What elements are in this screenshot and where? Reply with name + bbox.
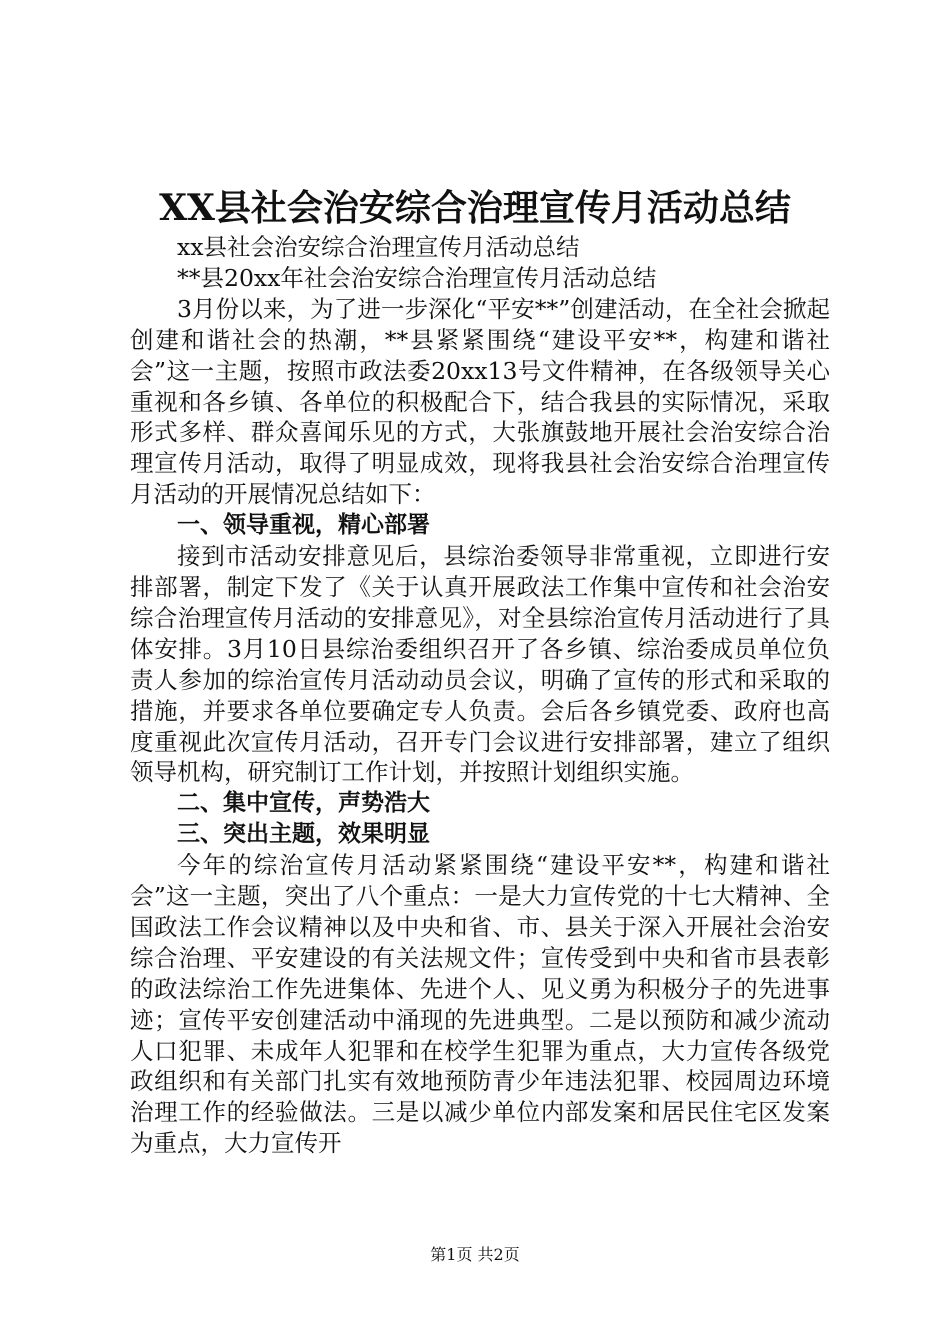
intro-paragraph: 3月份以来，为了进一步深化“平安**”创建活动，在全社会掀起创建和谐社会的热潮，**县紧紧围绕“建设平安**，构建和谐社会”这一主题，按照市政法委20xx13号文件精神，在各级领导关心重视和各乡镇、各单位的积极配合下，结合我县的实际情况，采取形式多样、群众喜闻乐见的方式，大张旗鼓地开展社会治安综合治理宣传月活动，取得了明显成效，现将我县社会治安综合治理宣传月活动的开展情况总结如下： [130, 294, 830, 509]
section-heading: 三、突出主题，效果明显 [177, 821, 430, 848]
document-title: XX县社会治安综合治理宣传月活动总结 [159, 187, 791, 229]
section-heading: 一、领导重视，精心部署 [177, 512, 430, 539]
page-number: 第1页 共2页 [430, 1245, 520, 1264]
subtitle-line: xx县社会治安综合治理宣传月活动总结 [177, 233, 580, 261]
section-paragraph: 接到市活动安排意见后，县综治委领导非常重视，立即进行安排部署，制定下发了《关于认真开展政法工作集中宣传和社会治安综合治理宣传月活动的安排意见》，对全县综治宣传月活动进行了具体安排。3月10日县综治委组织召开了各乡镇、综治委成员单位负责人参加的综治宣传月活动动员会议，明确了宣传的形式和采取的措施，并要求各单位要确定专人负责。会后各乡镇党委、政府也高度重视此次宣传月活动，召开专门会议进行安排部署，建立了组织领导机构，研究制订工作计划，并按照计划组织实施。 [130, 542, 830, 787]
section-heading: 二、集中宣传，声势浩大 [177, 790, 430, 817]
subtitle-line: **县20xx年社会治安综合治理宣传月活动总结 [177, 263, 657, 292]
document-body [130, 232, 830, 1159]
section-paragraph: 今年的综治宣传月活动紧紧围绕“建设平安**，构建和谐社会”这一主题，突出了八个重点：一是大力宣传党的十七大精神、全国政法工作会议精神以及中央和省、市、县关于深入开展社会治安综合治理、平安建设的有关法规文件；宣传受到中央和省市县表彰的政法综治工作先进集体、先进个人、见义勇为积极分子的先进事迹；宣传平安创建活动中涌现的先进典型。二是以预防和减少流动人口犯罪、未成年人犯罪和在校学生犯罪为重点，大力宣传各级党政组织和有关部门扎实有效地预防青少年违法犯罪、校园周边环境治理工作的经验做法。三是以减少单位内部发案和居民住宅区发案为重点，大力宣传开 [130, 851, 830, 1158]
